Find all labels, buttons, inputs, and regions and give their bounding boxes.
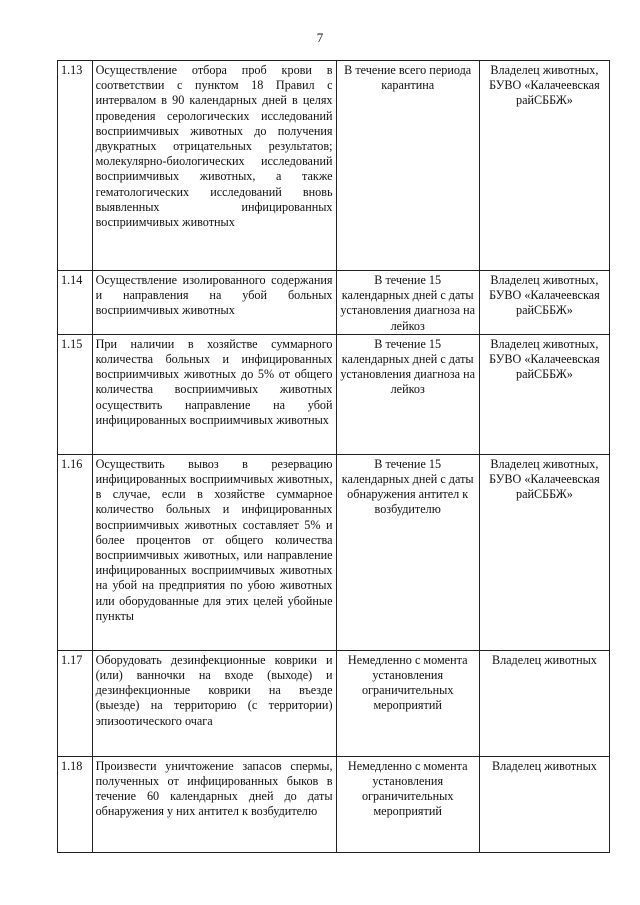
measure-responsible: Владелец животных, БУВО «Калачеевская райСББЖ» xyxy=(479,334,609,454)
measure-description: Осуществить вывоз в резервацию инфицированных восприимчивых животных, в случае, если в хозяйстве суммарное количество больных и инфицированных восприимчивых животных составляет 5% и более процентов от общего количества восприимчивых животных, или направление инфицированных восприимчивых животных на убой на предприятия по убою животных или оборудованные для этих целей убойные пункты xyxy=(92,454,336,650)
measure-description: Осуществление отбора проб крови в соответствии с пунктом 18 Правил с интервалом в 90 календарных дней в целях проведения серологических исследований восприимчивых животных до получения двукратных отрицательных результатов; молекулярно-биологических исследований восприимчивых животных, а также гематологических исследований вновь выявленных инфицированных восприимчивых животных xyxy=(92,61,336,271)
measure-term: Немедленно с момента установления ограничительных мероприятий xyxy=(336,756,479,852)
measure-responsible: Владелец животных, БУВО «Калачеевская райСББЖ» xyxy=(479,271,609,335)
table-row xyxy=(58,756,610,852)
measure-responsible: Владелец животных xyxy=(479,650,609,756)
row-number: 1.13 xyxy=(58,61,93,271)
measure-term: В течение 15 календарных дней с даты установления диагноза на лейкоз xyxy=(336,271,479,335)
row-number: 1.18 xyxy=(58,756,93,852)
measure-responsible: Владелец животных xyxy=(479,756,609,852)
measures-table xyxy=(57,60,610,853)
table-row xyxy=(58,271,610,335)
measure-description: Осуществление изолированного содержания и направления на убой больных восприимчивых животных xyxy=(92,271,336,335)
measure-responsible: Владелец животных, БУВО «Калачеевская райСББЖ» xyxy=(479,61,609,271)
measure-term: В течение 15 календарных дней с даты установления диагноза на лейкоз xyxy=(336,334,479,454)
table-row xyxy=(58,454,610,650)
row-number: 1.15 xyxy=(58,334,93,454)
measure-description: Произвести уничтожение запасов спермы, полученных от инфицированных быков в течение 60 календарных дней до даты обнаружения у них антител к возбудителю xyxy=(92,756,336,852)
measure-description: Оборудовать дезинфекционные коврики и (или) ванночки на входе (выходе) и дезинфекционные коврики на въезде (выезде) на территорию (с территории) эпизоотического очага xyxy=(92,650,336,756)
table-row xyxy=(58,61,610,271)
page-number: 7 xyxy=(316,30,324,45)
measure-term: Немедленно с момента установления ограничительных мероприятий xyxy=(336,650,479,756)
table-row xyxy=(58,650,610,756)
row-number: 1.14 xyxy=(58,271,93,335)
table-row xyxy=(58,334,610,454)
row-number: 1.17 xyxy=(58,650,93,756)
measure-responsible: Владелец животных, БУВО «Калачеевская райСББЖ» xyxy=(479,454,609,650)
measure-term: В течение 15 календарных дней с даты обнаружения антител к возбудителю xyxy=(336,454,479,650)
row-number: 1.16 xyxy=(58,454,93,650)
measure-term: В течение всего периода карантина xyxy=(336,61,479,271)
measure-description: При наличии в хозяйстве суммарного количества больных и инфицированных восприимчивых животных до 5% от общего количества восприимчивых животных осуществить направление на убой инфицированных восприимчивых животных xyxy=(92,334,336,454)
